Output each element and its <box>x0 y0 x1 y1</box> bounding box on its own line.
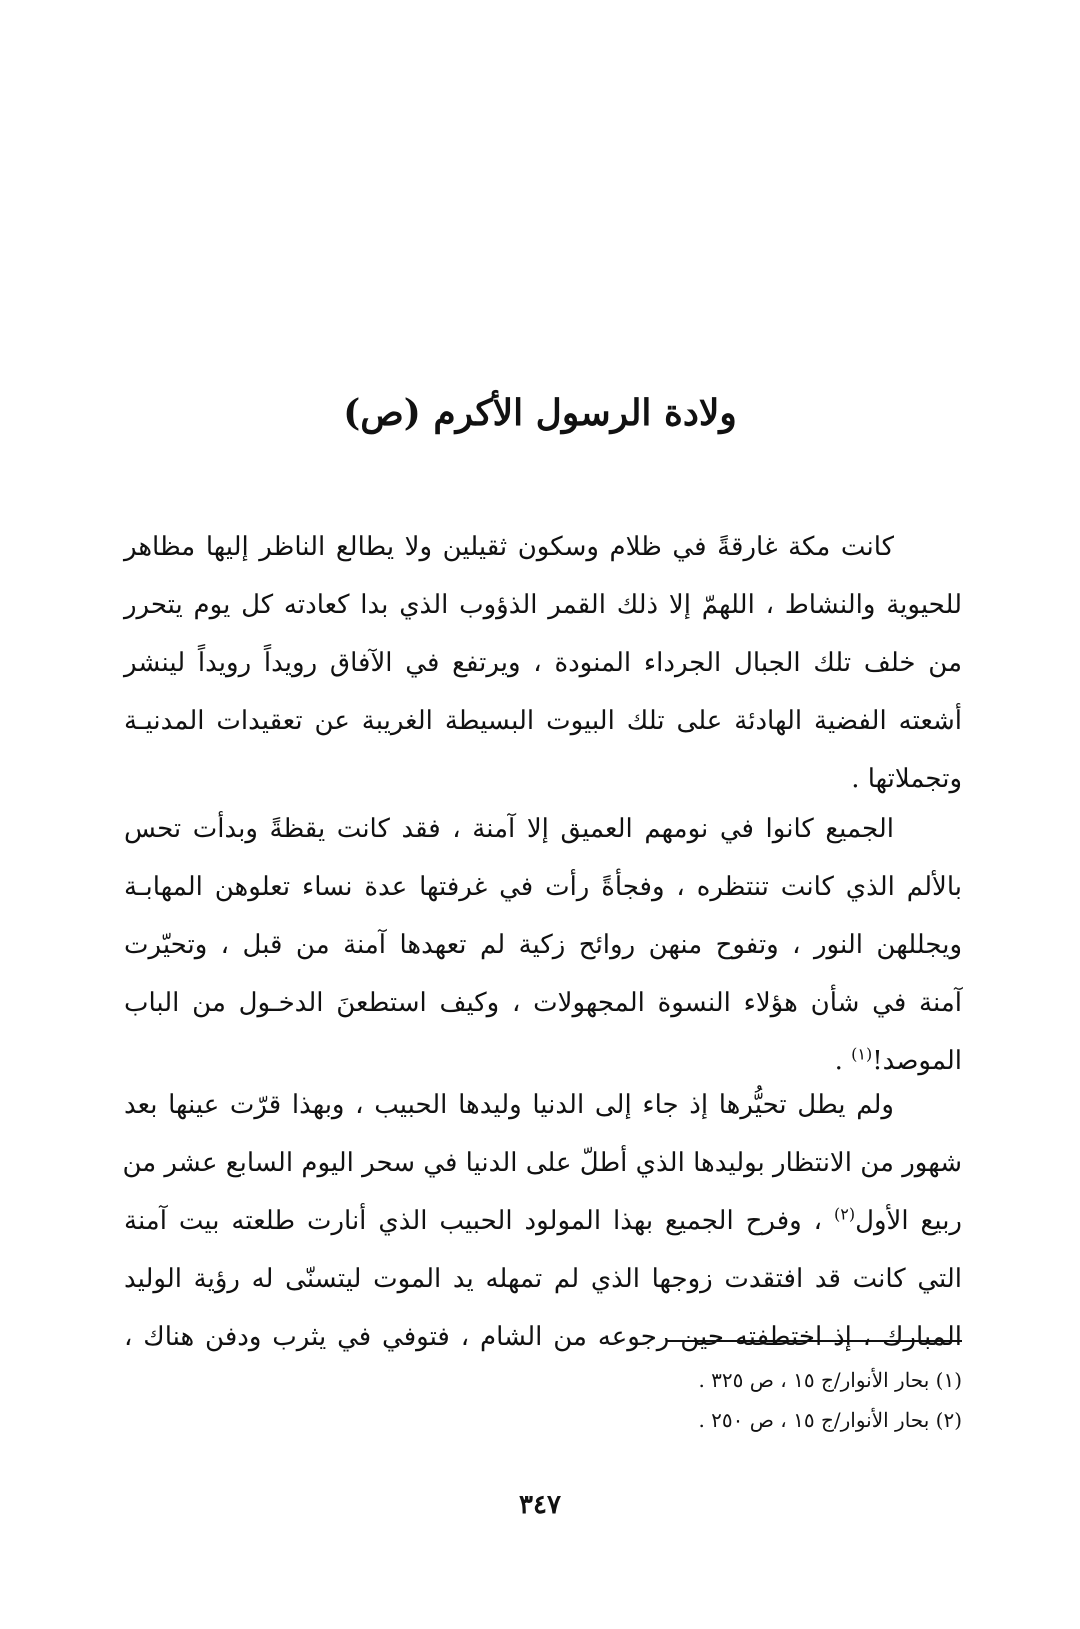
paragraph-line-text-rest: ، وفرح الجميع بهذا المولود الحبيب الذي أنارت طلعته بيت آمنة <box>124 1206 834 1236</box>
paragraph-line: كانت مكة غارقةً في ظلام وسكون ثقيلين ولا يطالع الناظر إليها مظاهر <box>124 532 894 562</box>
footnote-1: (١) بحار الأنوار/ج ١٥ ، ص ٣٢٥ . <box>698 1368 962 1392</box>
paragraph-line: آمنة في شأن هؤلاء النسوة المجهولات ، وكيف استطعنَ الدخـول من الباب <box>124 988 962 1018</box>
paragraph-2 <box>124 800 962 1090</box>
paragraph-line: المبارك ، إذ اختطفته حين رجوعه من الشام ، فتوفي في يثرب ودفن هناك ، <box>124 1322 962 1352</box>
paragraph-line: من خلف تلك الجبال الجرداء المنودة ، ويرتفع في الآفاق رويداً رويداً لينشر <box>124 648 962 678</box>
paragraph-3 <box>124 1076 962 1366</box>
paragraph-line: شهور من الانتظار بوليدها الذي أطلّ على الدنيا في سحر اليوم السابع عشر من <box>122 1148 962 1178</box>
chapter-title: ولادة الرسول الأكرم (ص) <box>343 392 737 434</box>
page-number: ٣٤٧ <box>519 1490 561 1520</box>
paragraph-line: ولم يطل تحيُّرها إذ جاء إلى الدنيا وليدها الحبيب ، وبهذا قرّت عينها بعد <box>124 1090 894 1120</box>
paragraph-line-text: ربيع الأول <box>855 1206 962 1236</box>
paragraph-line: وتجملاتها . <box>851 764 962 794</box>
paragraph-line-with-footnote <box>124 1192 962 1250</box>
paragraph-line: الجميع كانوا في نومهم العميق إلا آمنة ، فقد كانت يقظةً وبدأت تحس <box>124 814 894 844</box>
paragraph-line: أشعته الفضية الهادئة على تلك البيوت البسيطة الغريبة عن تعقيدات المدنيـة <box>124 706 962 736</box>
footnotes <box>362 1360 962 1440</box>
paragraph-line: بالألم الذي كانت تنتظره ، وفجأةً رأت في غرفتها عدة نساء تعلوهن المهابـة <box>124 872 962 902</box>
line-end-punctuation: . <box>834 1046 852 1076</box>
paragraph-1 <box>124 518 962 808</box>
footnote-separator <box>666 1340 962 1342</box>
paragraph-line-text: الموصد! <box>872 1046 962 1076</box>
paragraph-line: للحيوية والنشاط ، اللهمّ إلا ذلك القمر الذؤوب الذي بدا كعادته كل يوم يتحرر <box>124 590 962 620</box>
footnote-reference-1: (١) <box>851 1044 873 1064</box>
paragraph-line: التي كانت قد افتقدت زوجها الذي لم تمهله يد الموت ليتسنّى له رؤية الوليد <box>124 1264 962 1294</box>
paragraph-line: ويجللهن النور ، وتفوح منهن روائح زكية لم تعهدها آمنة من قبل ، وتحيّرت <box>124 930 962 960</box>
footnote-2: (٢) بحار الأنوار/ج ١٥ ، ص ٢٥٠ . <box>698 1408 962 1432</box>
footnote-reference-2: (٢) <box>833 1204 856 1224</box>
